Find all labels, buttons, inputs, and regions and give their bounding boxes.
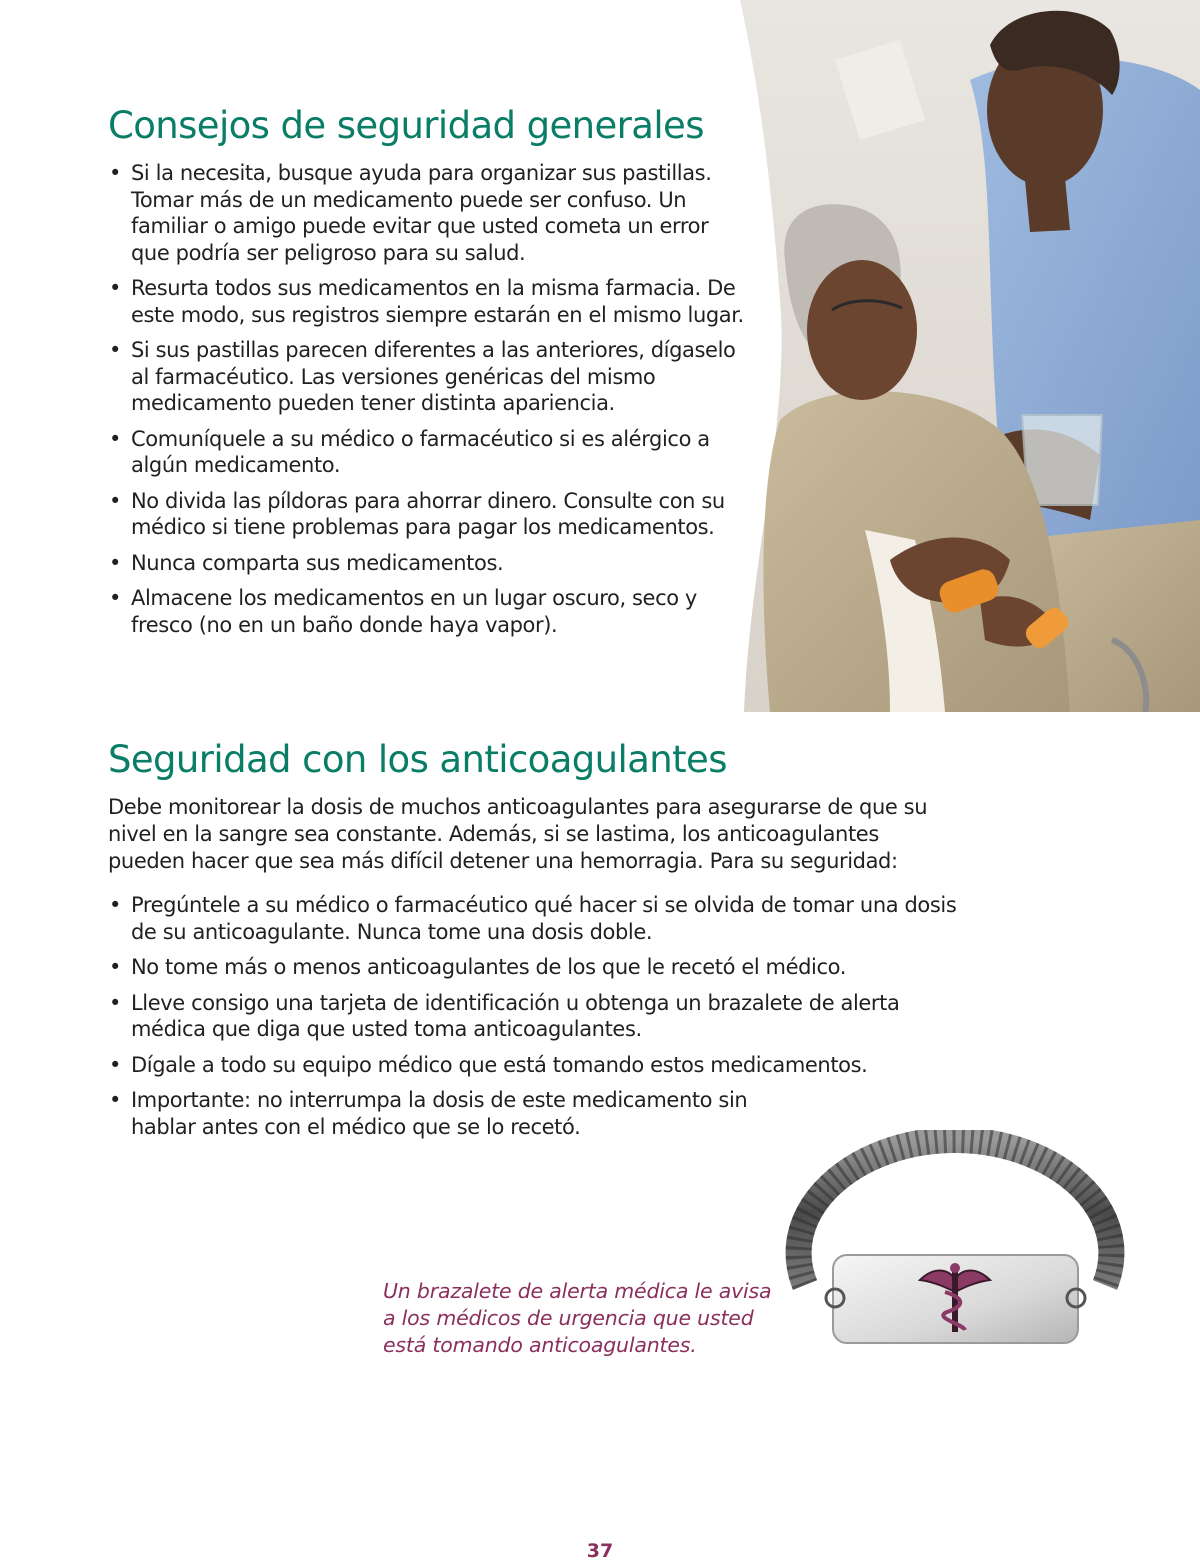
list-item: • No divida las píldoras para ahorrar dinero. Consulte con su médico si tiene problemas para pagar los medicamentos.	[108, 488, 748, 541]
list-item: • Pregúntele a su médico o farmacéutico qué hacer si se olvida de tomar una dosis de su anticoagulante. Nunca tome una dosis doble.	[108, 892, 968, 945]
bracelet-caption: Un brazalete de alerta médica le avisa a los médicos de urgencia que usted está tomando anticoagulantes.	[383, 1279, 772, 1357]
list-item: • Lleve consigo una tarjeta de identificación u obtenga un brazalete de alerta médica que diga que usted toma anticoagulantes.	[108, 990, 968, 1043]
page-number: 37	[586, 1540, 614, 1562]
list-item: • Si sus pastillas parecen diferentes a las anteriores, dígaselo al farmacéutico. Las versiones genéricas del mismo medicamento pueden tener distinta apariencia.	[108, 337, 748, 417]
list-item: • No tome más o menos anticoagulantes de los que le recetó el médico.	[108, 954, 968, 981]
list-item: • Almacene los medicamentos en un lugar oscuro, seco y fresco (no en un baño donde haya vapor).	[108, 585, 748, 638]
list-item: • Si la necesita, busque ayuda para organizar sus pastillas. Tomar más de un medicamento puede ser confuso. Un familiar o amigo puede evitar que usted cometa un error que podría ser peligroso para su salud.	[108, 160, 748, 266]
medical-alert-bracelet-icon	[775, 1130, 1135, 1355]
section-heading-anticoagulant-safety: Seguridad con los anticoagulantes	[108, 738, 727, 781]
section-heading-general-safety: Consejos de seguridad generales	[108, 104, 704, 147]
anticoagulant-safety-list	[108, 892, 968, 1149]
general-safety-list	[108, 160, 748, 647]
list-item: • Dígale a todo su equipo médico que está tomando estos medicamentos.	[108, 1052, 968, 1079]
list-item: • Comuníquele a su médico o farmacéutico si es alérgico a algún medicamento.	[108, 426, 748, 479]
caregiver-with-elderly-woman-photo	[740, 0, 1200, 712]
anticoagulant-intro-paragraph: Debe monitorear la dosis de muchos anticoagulantes para asegurarse de que su nivel en la sangre sea constante. Además, si se lastima, los anticoagulantes pueden hacer que sea más difícil detener una hemorragia. Para su seguridad:	[108, 795, 928, 873]
list-item: • Importante: no interrumpa la dosis de este medicamento sin hablar antes con el médico que se lo recetó.	[108, 1087, 791, 1140]
list-item: • Nunca comparta sus medicamentos.	[108, 550, 748, 577]
list-item: • Resurta todos sus medicamentos en la misma farmacia. De este modo, sus registros siempre estarán en el mismo lugar.	[108, 275, 748, 328]
